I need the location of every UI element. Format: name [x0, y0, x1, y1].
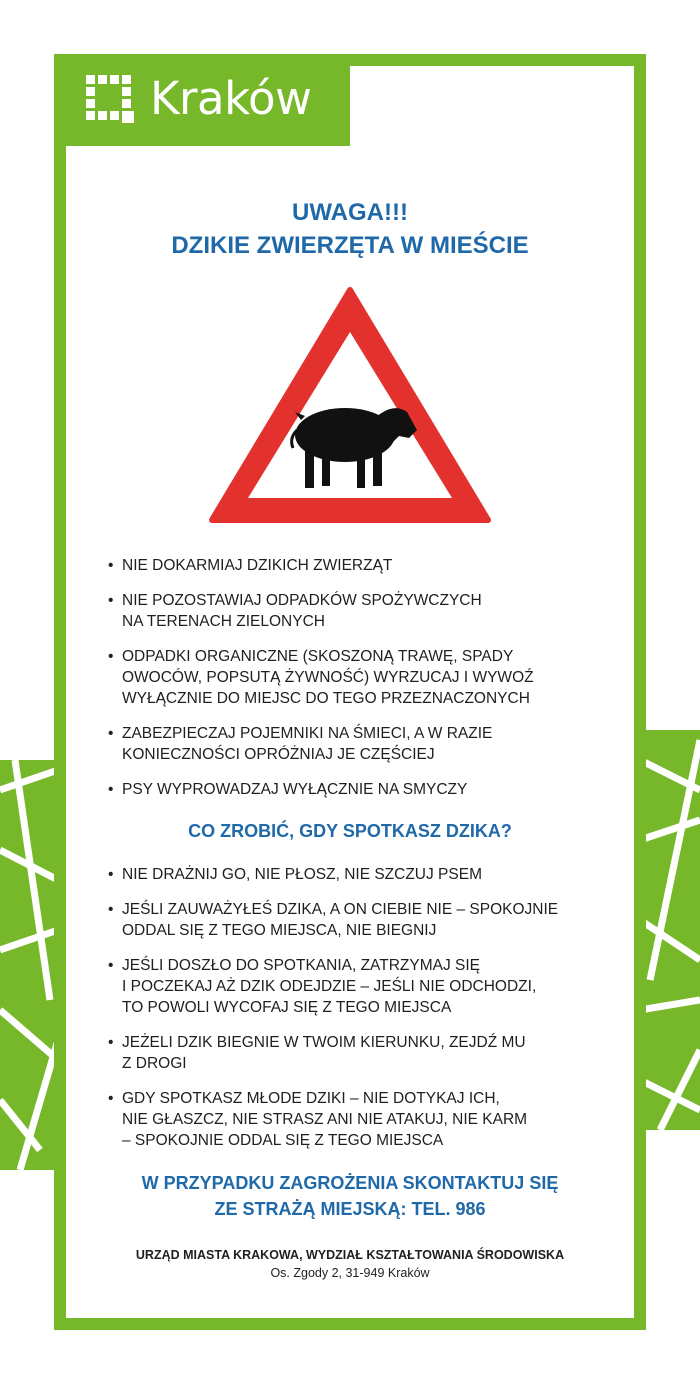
- rule-text-line: KONIECZNOŚCI OPRÓŻNIAJ JE CZĘŚCIEJ: [122, 746, 435, 763]
- rule-item: [108, 723, 608, 765]
- advice-list: [108, 864, 608, 1165]
- rule-item: [108, 646, 608, 709]
- rule-item: [108, 590, 608, 632]
- brand-name: Kraków: [150, 72, 312, 125]
- wild-boar-warning-sign-icon: [205, 280, 495, 530]
- rule-text-line: OWOCÓW, POPSUTĄ ŻYWNOŚĆ) WYRZUCAJ I WYWOŹ: [122, 669, 534, 686]
- advice-text-line: I POCZEKAJ AŻ DZIK ODEJDZIE – JEŚLI NIE ODCHODZI,: [122, 978, 537, 995]
- advice-text-line: GDY SPOTKASZ MŁODE DZIKI – NIE DOTYKAJ ICH,: [122, 1090, 500, 1107]
- rule-text-line: ZABEZPIECZAJ POJEMNIKI NA ŚMIECI, A W RAZIE: [122, 725, 493, 742]
- advice-text-line: TO POWOLI WYCOFAJ SIĘ Z TEGO MIEJSCA: [122, 999, 452, 1016]
- advice-item: [108, 1032, 608, 1074]
- rule-item: [108, 555, 608, 576]
- encounter-heading: CO ZROBIĆ, GDY SPOTKASZ DZIKA?: [188, 821, 512, 841]
- advice-text-line: – SPOKOJNIE ODDAL SIĘ Z TEGO MIEJSCA: [122, 1132, 444, 1149]
- advice-text-line: JEŚLI ZAUWAŻYŁEŚ DZIKA, A ON CIEBIE NIE – SPOKOJNIE: [122, 901, 559, 918]
- advice-text: NIE DRAŻNIJ GO, NIE PŁOSZ, NIE SZCZUJ PSEM: [122, 866, 482, 883]
- advice-text-line: JEŻELI DZIK BIEGNIE W TWOIM KIERUNKU, ZEJDŹ MU: [122, 1034, 526, 1051]
- rule-text-line: NIE POZOSTAWIAJ ODPADKÓW SPOŻYWCZYCH: [122, 592, 482, 609]
- emergency-line-1: W PRZYPADKU ZAGROŻENIA SKONTAKTUJ SIĘ: [141, 1173, 559, 1193]
- title-line-1: UWAGA!!!: [292, 199, 408, 226]
- krakow-logo-icon: [86, 75, 134, 123]
- rule-text-line: WYŁĄCZNIE DO MIEJSC DO TEGO PRZEZNACZONYCH: [122, 690, 530, 707]
- advice-item: [108, 1088, 608, 1151]
- emergency-contact: [66, 1170, 634, 1222]
- advice-text-line: NIE GŁASZCZ, NIE STRASZ ANI NIE ATAKUJ, NIE KARM: [122, 1111, 528, 1128]
- rule-item: [108, 779, 608, 800]
- advice-text-line: ODDAL SIĘ Z TEGO MIEJSCA, NIE BIEGNIJ: [122, 922, 437, 939]
- advice-text-line: Z DROGI: [122, 1055, 187, 1072]
- advice-item: [108, 864, 608, 885]
- footer-address: Os. Zgody 2, 31-949 Kraków: [270, 1266, 430, 1280]
- rules-list: [108, 555, 608, 814]
- rule-text-line: ODPADKI ORGANICZNE (SKOSZONĄ TRAWĘ, SPADY: [122, 648, 514, 665]
- advice-item: [108, 899, 608, 941]
- rule-text: NIE DOKARMIAJ DZIKICH ZWIERZĄT: [122, 557, 393, 574]
- title-line-2: DZIKIE ZWIERZĘTA W MIEŚCIE: [171, 232, 529, 259]
- advice-item: [108, 955, 608, 1018]
- advice-text-line: JEŚLI DOSZŁO DO SPOTKANIA, ZATRZYMAJ SIĘ: [122, 957, 480, 974]
- rule-text: PSY WYPROWADZAJ WYŁĄCZNIE NA SMYCZY: [122, 781, 468, 798]
- rule-text-line: NA TERENACH ZIELONYCH: [122, 613, 325, 630]
- emergency-line-2: ZE STRAŻĄ MIEJSKĄ: TEL. 986: [214, 1199, 486, 1219]
- footer-office: URZĄD MIASTA KRAKOWA, WYDZIAŁ KSZTAŁTOWANIA ŚRODOWISKA: [135, 1248, 565, 1262]
- footer: [66, 1246, 634, 1282]
